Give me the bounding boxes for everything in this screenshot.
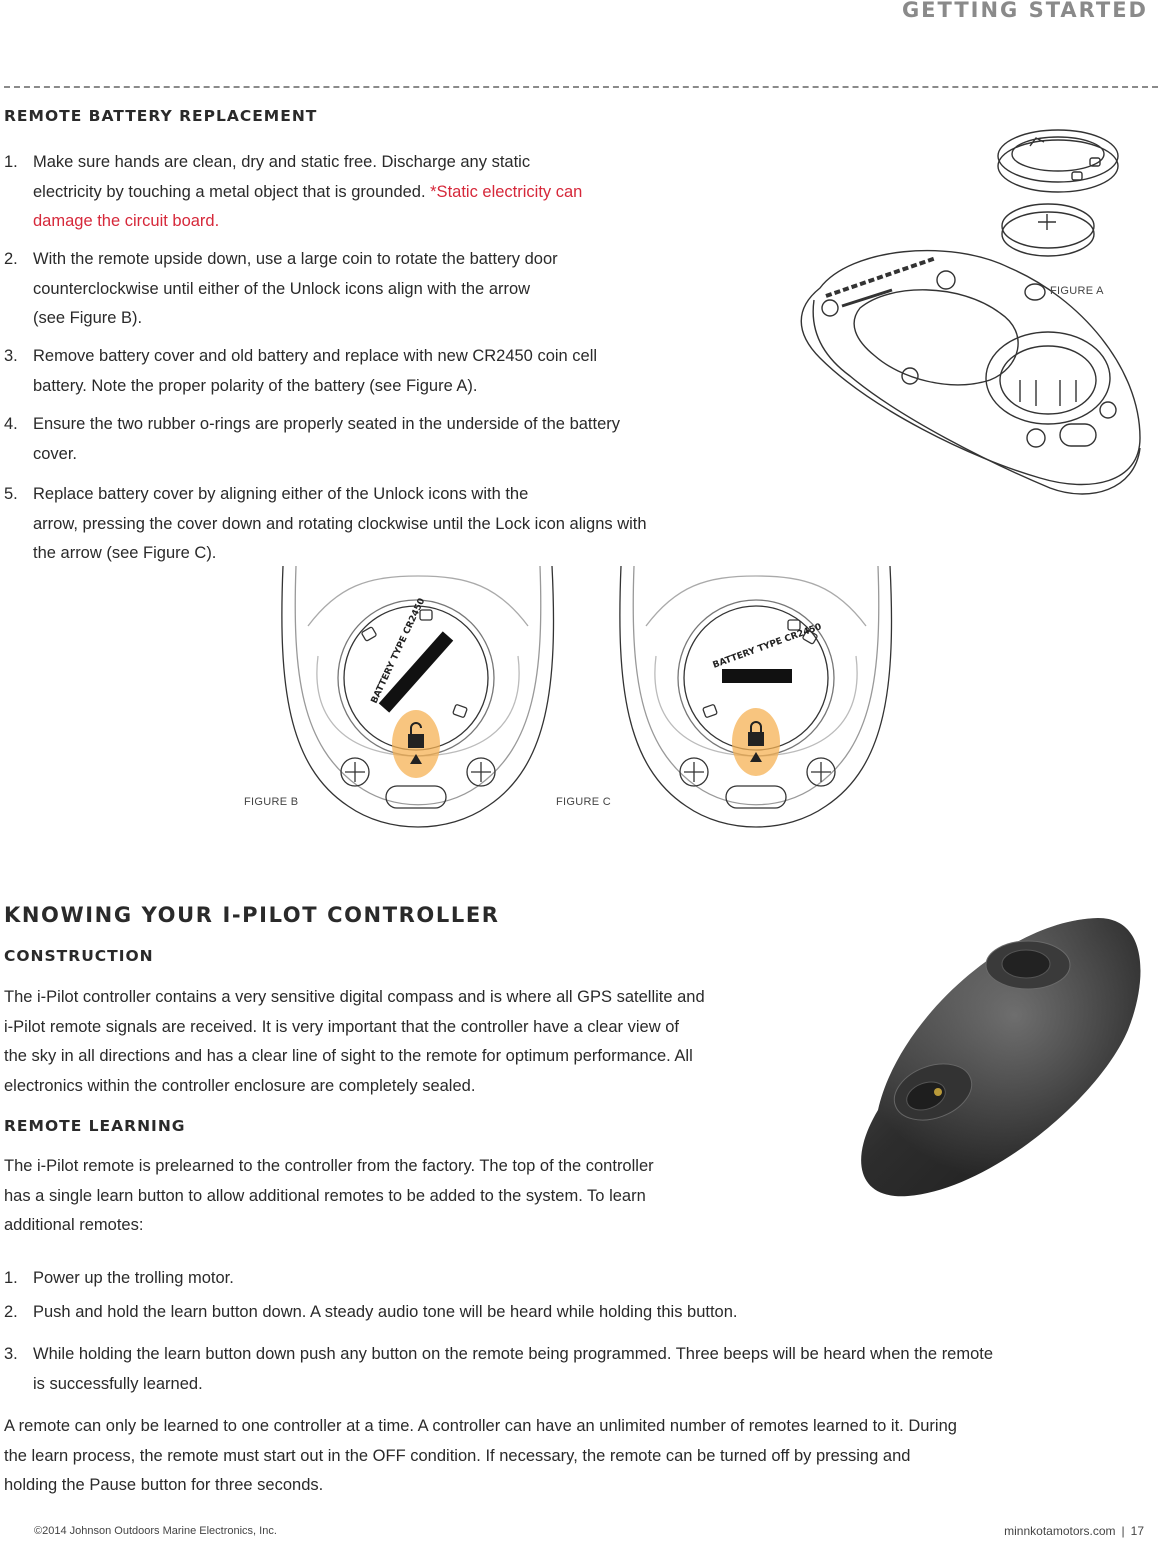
paragraph-line: The i-Pilot remote is prelearned to the controller from the factory. The top of the controller [4,1157,654,1175]
unlock-highlight [392,710,440,778]
step-number: 2. [4,250,18,268]
battery-step-5 [4,480,764,570]
battery-cover-text: BATTERY TYPE CR2450 [711,622,824,671]
paragraph-line: electronics within the controller enclosure are completely sealed. [4,1076,476,1095]
paragraph-line: The i-Pilot controller contains a very sensitive digital compass and is where all GPS satellite and [4,988,705,1006]
step-text: While holding the learn button down push any button on the remote being programmed. Three beeps will be heard when the remote [33,1345,994,1363]
battery-cover-text: BATTERY TYPE CR2450 [369,596,428,706]
step-text: Power up the trolling motor. [33,1269,234,1287]
step-text: counterclockwise until either of the Unlock icons align with the arrow [33,279,531,298]
step-text: Ensure the two rubber o-rings are properly seated in the underside of the battery [33,415,621,433]
construction-paragraph [4,983,834,1101]
step-text: Make sure hands are clean, dry and static free. Discharge any static [33,153,531,171]
figure-c-illustration [616,566,896,836]
page-number: 17 [1130,1524,1144,1538]
static-warning: damage the circuit board. [33,212,220,230]
step-text: arrow, pressing the cover down and rotating clockwise until the Lock icon aligns with [33,514,647,533]
step-text: is successfully learned. [33,1374,203,1393]
step-text: Remove battery cover and old battery and replace with new CR2450 coin cell [33,347,598,365]
step-text: (see Figure B). [33,309,143,327]
paragraph-line: the sky in all directions and has a clear line of sight to the remote for optimum performance. All [4,1047,693,1065]
step-number: 1. [4,1269,18,1287]
step-text: Replace battery cover by aligning either of the Unlock icons with the [33,485,529,503]
website-link[interactable]: minnkotamotors.com [1004,1524,1116,1538]
construction-title: CONSTRUCTION [4,947,154,965]
learn-step-3 [4,1340,1162,1400]
page-footer [1004,1524,1144,1538]
battery-section-title: REMOTE BATTERY REPLACEMENT [4,107,318,125]
step-text: Push and hold the learn button down. A steady audio tone will be heard while holding this button. [33,1303,738,1321]
copyright: ©2014 Johnson Outdoors Marine Electronics, Inc. [34,1525,277,1537]
paragraph-line: A remote can only be learned to one controller at a time. A controller can have an unlimited number of remotes learned to it. During [4,1417,957,1435]
battery-step-1 [4,148,764,238]
figure-a-illustration [790,118,1160,518]
paragraph-line: the learn process, the remote must start out in the OFF condition. If necessary, the remote can be turned off by pressing and [4,1446,911,1465]
controller-illustration [838,900,1156,1208]
remote-learning-title: REMOTE LEARNING [4,1117,186,1135]
battery-step-4 [4,410,764,470]
step-number: 5. [4,485,18,503]
paragraph-line: holding the Pause button for three seconds. [4,1476,324,1494]
closing-paragraph [4,1412,1162,1501]
step-text: cover. [33,444,78,463]
step-text: With the remote upside down, use a large coin to rotate the battery door [33,250,558,268]
figure-a-label: FIGURE A [1050,285,1104,297]
step-text: electricity by touching a metal object that is grounded. [33,182,431,201]
header-divider [4,86,1158,88]
learn-step-1 [4,1264,1154,1294]
footer-separator: | [1121,1524,1125,1538]
step-number: 3. [4,347,18,365]
step-number: 3. [4,1345,18,1363]
controller-section-title: KNOWING YOUR I-PILOT CONTROLLER [4,903,500,927]
battery-step-2 [4,245,764,335]
section-title: GETTING STARTED [901,0,1148,22]
paragraph-line: additional remotes: [4,1216,144,1234]
paragraph-line: i-Pilot remote signals are received. It is very important that the controller have a clear view of [4,1017,679,1036]
static-warning: *Static electricity can [430,182,583,201]
figure-c-label: FIGURE C [556,796,611,808]
battery-step-3 [4,342,764,402]
learn-step-2 [4,1298,1154,1328]
step-number: 1. [4,153,18,171]
step-text: the arrow (see Figure C). [33,544,217,562]
figure-b-label: FIGURE B [244,796,299,808]
paragraph-line: has a single learn button to allow additional remotes to be added to the system. To learn [4,1186,646,1205]
lock-highlight [732,708,780,776]
step-number: 4. [4,415,18,433]
learning-paragraph [4,1152,834,1241]
step-number: 2. [4,1303,18,1321]
step-text: battery. Note the proper polarity of the battery (see Figure A). [33,376,478,395]
figure-b-illustration [278,566,558,836]
